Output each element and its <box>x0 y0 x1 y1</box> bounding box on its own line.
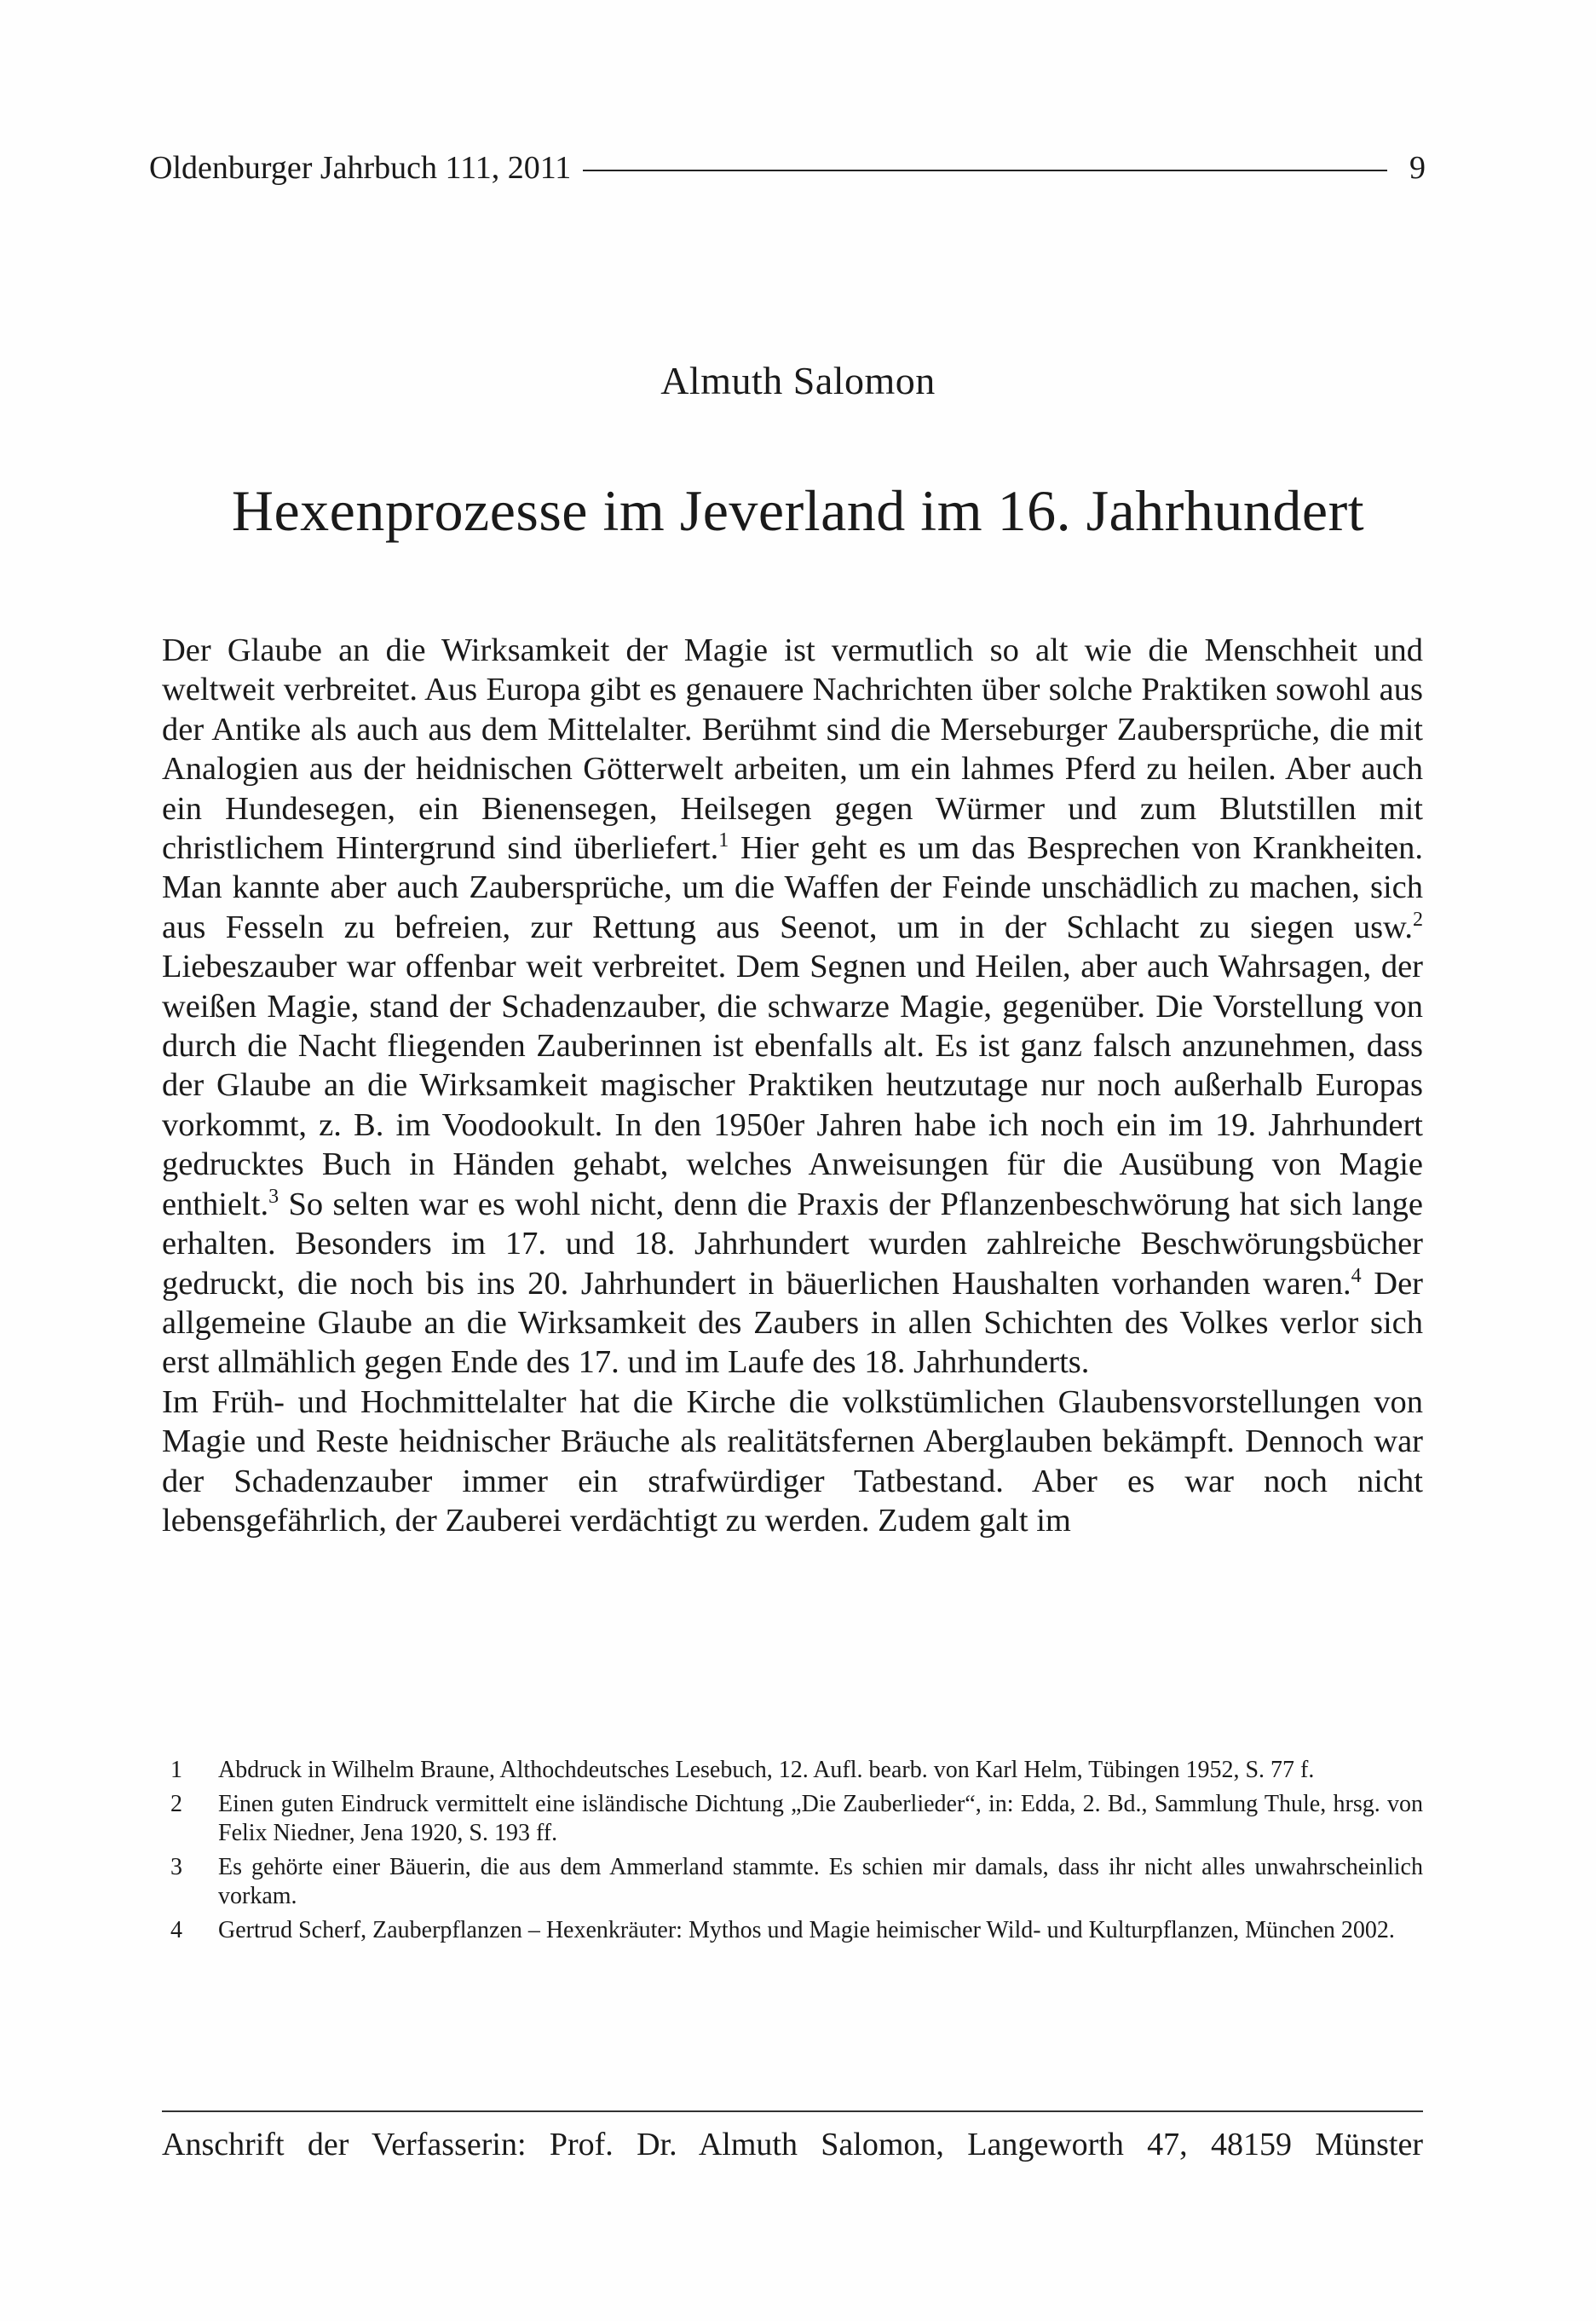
body-text-segment: Der Glaube an die Wirksamkeit der Magie ist vermutlich so alt wie die Menschheit und weltweit verbreitet. Aus Europa gibt es genauere Nachrichten über solche Praktiken sowohl aus der Antike als auch aus dem Mittelalter. Berühmt sind die Merseburger Zaubersprüche, die mit Analogien aus der heidnischen Götterwelt arbeiten, um ein lahmes Pferd zu heilen. Aber auch ein Hundesegen, ein Bienensegen, Heilsegen gegen Würmer und zum Blutstillen mit christlichem Hintergrund sind überliefert. <box>162 632 1423 867</box>
footnotes <box>170 1756 1423 1950</box>
footer-rule <box>162 2110 1423 2112</box>
journal-title: Oldenburger Jahrbuch 111, 2011 <box>149 150 572 186</box>
body-text-segment: So selten war es wohl nicht, denn die Praxis der Pflanzenbeschwörung hat sich lange erhalten. Besonders im 17. und 18. Jahrhundert wurden zahlreiche Beschwörungsbücher gedruckt, die noch bis ins 20. Jahrhundert in bäuerlichen Haushalten vorhanden waren. <box>162 1186 1423 1302</box>
paragraph-1 <box>162 631 1423 1383</box>
footnote-ref-1: 1 <box>718 829 729 852</box>
paragraph-2: Im Früh- und Hochmittelalter hat die Kirche die volkstümlichen Glaubensvorstellungen von Magie und Reste heidnischer Bräuche als realitätsfernen Aberglauben bekämpft. Dennoch war der Schadenzauber immer ein strafwürdiger Tatbestand. Aber es war noch nicht lebensgefährlich, der Zauberei verdächtigt zu werden. Zudem galt im <box>162 1383 1423 1539</box>
footnote-ref-2: 2 <box>1413 908 1423 931</box>
footnote <box>170 1790 1423 1848</box>
footnote-text: Gertrud Scherf, Zauberpflanzen – Hexenkräuter: Mythos und Magie heimischer Wild- und Kulturpflanzen, München 2002. <box>218 1917 1395 1943</box>
footnote-number: 3 <box>170 1854 182 1880</box>
footnote-text: Einen guten Eindruck vermittelt eine isländische Dichtung „Die Zauberlieder“, in: Edda, 2. Bd., Sammlung Thule, hrsg. von Felix Niedner, Jena 1920, S. 193 ff. <box>218 1791 1423 1846</box>
body-text-segment: Liebeszauber war offenbar weit verbreitet. Dem Segnen und Heilen, aber auch Wahrsagen, der weißen Magie, stand der Schadenzauber, die schwarze Magie, gegenüber. Die Vorstellung von durch die Nacht fliegenden Zauberinnen ist ebenfalls alt. Es ist ganz falsch anzunehmen, dass der Glaube an die Wirksamkeit magischer Praktiken heutzutage nur noch außerhalb Europas vorkommt, z. B. im Voodookult. In den 1950er Jahren habe ich noch ein im 19. Jahrhundert gedrucktes Buch in Händen gehabt, welches Anweisungen für die Ausübung von Magie enthielt. <box>162 949 1423 1222</box>
footnote-text: Es gehörte einer Bäuerin, die aus dem Ammerland stammte. Es schien mir damals, dass ihr nicht alles unwahrscheinlich vorkam. <box>218 1854 1423 1909</box>
footnote-text: Abdruck in Wilhelm Braune, Althochdeutsches Lesebuch, 12. Aufl. bearb. von Karl Helm, Tübingen 1952, S. 77 f. <box>218 1757 1315 1783</box>
footnote <box>170 1756 1423 1785</box>
body-text-segment: Hier geht es um das Besprechen von Krankheiten. Man kannte aber auch Zaubersprüche, um die Waffen der Feinde unschädlich zu machen, sich aus Fesseln zu befreien, zur Rettung aus Seenot, um in der Schlacht zu siegen usw. <box>162 830 1424 945</box>
footnote-number: 4 <box>170 1917 182 1943</box>
article-body <box>162 631 1423 1540</box>
footnote <box>170 1916 1423 1945</box>
header-rule <box>583 170 1387 171</box>
footnote-ref-3: 3 <box>268 1185 279 1208</box>
running-header <box>149 147 1426 189</box>
article-author: Almuth Salomon <box>660 359 936 402</box>
article-title: Hexenprozesse im Jeverland im 16. Jahrhundert <box>231 478 1365 543</box>
footnote <box>170 1853 1423 1911</box>
footnote-ref-4: 4 <box>1351 1264 1362 1287</box>
page-number: 9 <box>1409 150 1426 186</box>
author-address: Anschrift der Verfasserin: Prof. Dr. Almuth Salomon, Langeworth 47, 48159 Münster <box>162 2127 1423 2162</box>
body-text-segment: Der allgemeine Glaube an die Wirksamkeit des Zaubers in allen Schichten des Volkes verlor sich erst allmählich gegen Ende des 17. und im Laufe des 18. Jahrhunderts. <box>162 1265 1423 1381</box>
footnote-number: 2 <box>170 1791 182 1817</box>
footnote-number: 1 <box>170 1757 182 1783</box>
